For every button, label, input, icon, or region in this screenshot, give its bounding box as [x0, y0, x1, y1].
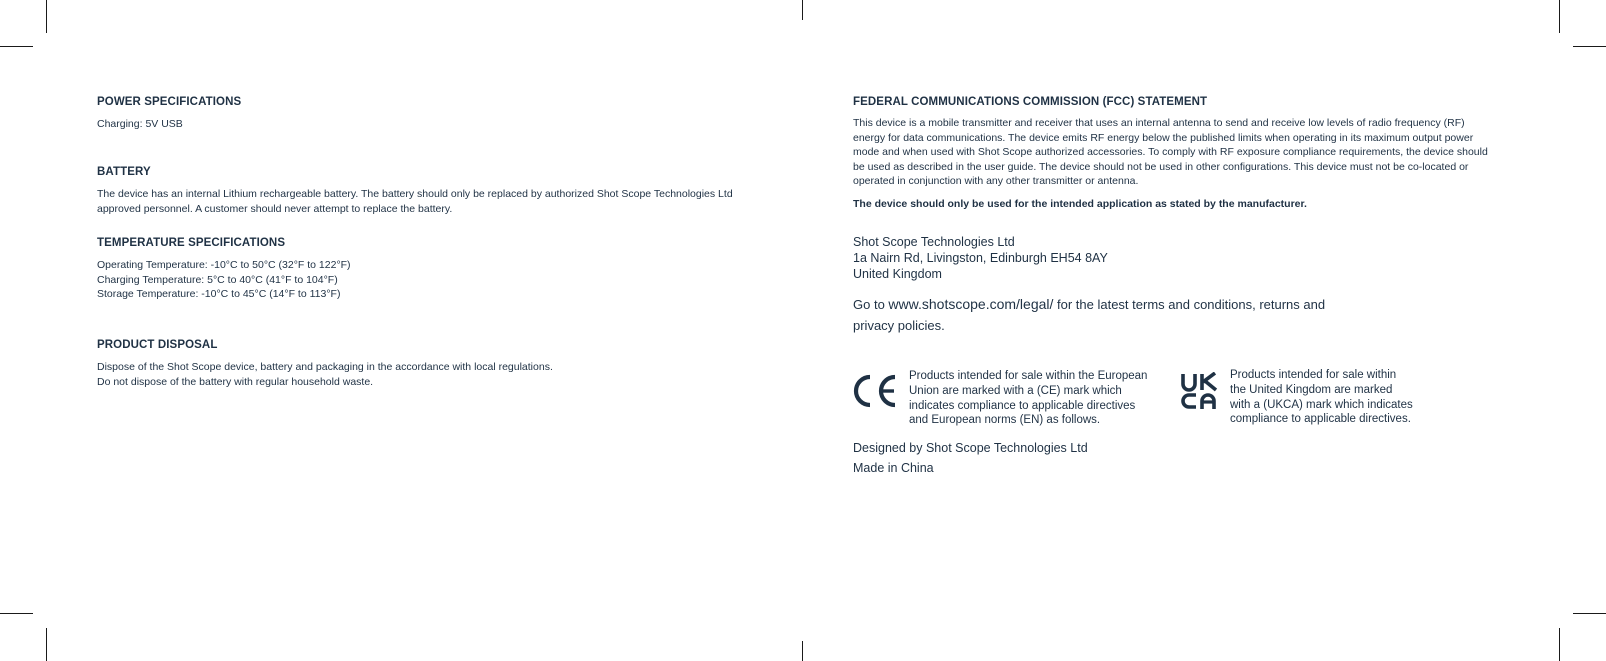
crop-mark [1559, 0, 1560, 33]
battery-heading: BATTERY [97, 166, 151, 178]
battery-text: The device has an internal Lithium rechargeable battery. The battery should only be replaced by authorized Shot Scope Technologies Ltd approved personnel. A customer should never attempt to replace the battery. [97, 188, 733, 215]
crop-mark [802, 641, 803, 661]
temperature-specifications-section [97, 237, 351, 302]
crop-mark [802, 0, 803, 20]
battery-section [97, 166, 733, 216]
crop-mark [46, 628, 47, 661]
ce-mark-block [853, 369, 1147, 428]
crop-mark [0, 46, 33, 47]
intended-use-statement: The device should only be used for the intended application as stated by the manufacturer. [853, 197, 1307, 210]
ukca-mark-text: Products intended for sale within the United Kingdom are marked with a (UKCA) mark which indicates compliance to applicable directives. [1230, 369, 1413, 426]
ce-mark-text: Products intended for sale within the European Union are marked with a (CE) mark which indicates compliance to applicable directives and European norms (EN) as follows. [909, 370, 1148, 427]
product-disposal-text: Dispose of the Shot Scope device, battery and packaging in the accordance with local regulations. Do not dispose of the battery with regular household waste. [97, 361, 553, 388]
legal-link[interactable]: www.shotscope.com/legal/ [888, 296, 1054, 312]
fcc-statement-section [853, 96, 1488, 210]
fcc-statement-heading: FEDERAL COMMUNICATIONS COMMISSION (FCC) STATEMENT [853, 96, 1208, 108]
ukca-mark-block [1180, 368, 1413, 427]
crop-mark [46, 0, 47, 33]
ce-mark-icon [853, 374, 899, 408]
designed-by: Designed by Shot Scope Technologies Ltd [853, 441, 1088, 455]
product-disposal-section [97, 339, 553, 389]
footer-info [853, 438, 1088, 478]
company-name: Shot Scope Technologies Ltd [853, 235, 1015, 249]
fcc-statement-text: This device is a mobile transmitter and receiver that uses an internal antenna to send and receive low levels of radio frequency (RF) energy for data communications. The device emits RF energy below the published limits when operating in its maximum output power mode and when used with Shot Scope authorized accessories. To comply with RF exposure compliance requirements, the device should be used as described in the user guide. The device should not be used in other configurations. This device must not be co-located or operated in conjunction with any other transmitter or antenna. [853, 117, 1488, 187]
street-address: 1a Nairn Rd, Livingston, Edinburgh EH54 8AY [853, 251, 1108, 265]
legal-line-2: privacy policies. [853, 318, 945, 333]
crop-mark [1559, 628, 1560, 661]
crop-mark [1573, 613, 1606, 614]
country: United Kingdom [853, 267, 942, 281]
crop-mark [1573, 46, 1606, 47]
legal-suffix: for the latest terms and conditions, returns and [1053, 297, 1326, 312]
ukca-mark-icon [1180, 372, 1220, 412]
manufacturer-address [853, 234, 1108, 282]
power-specifications-section [97, 96, 241, 132]
product-disposal-heading: PRODUCT DISPOSAL [97, 339, 218, 351]
legal-prefix: Go to [853, 297, 889, 312]
made-in: Made in China [853, 461, 934, 475]
power-specifications-heading: POWER SPECIFICATIONS [97, 96, 242, 108]
legal-notice [853, 294, 1413, 336]
crop-mark [0, 613, 33, 614]
temperature-specifications-heading: TEMPERATURE SPECIFICATIONS [97, 237, 286, 249]
power-specifications-text: Charging: 5V USB [97, 118, 183, 130]
temperature-specifications-text: Operating Temperature: -10°C to 50°C (32°F to 122°F) Charging Temperature: 5°C to 40°C (41°F to 104°F) Storage Temperature: -10°C to 45°C (14°F to 113°F) [97, 259, 351, 300]
